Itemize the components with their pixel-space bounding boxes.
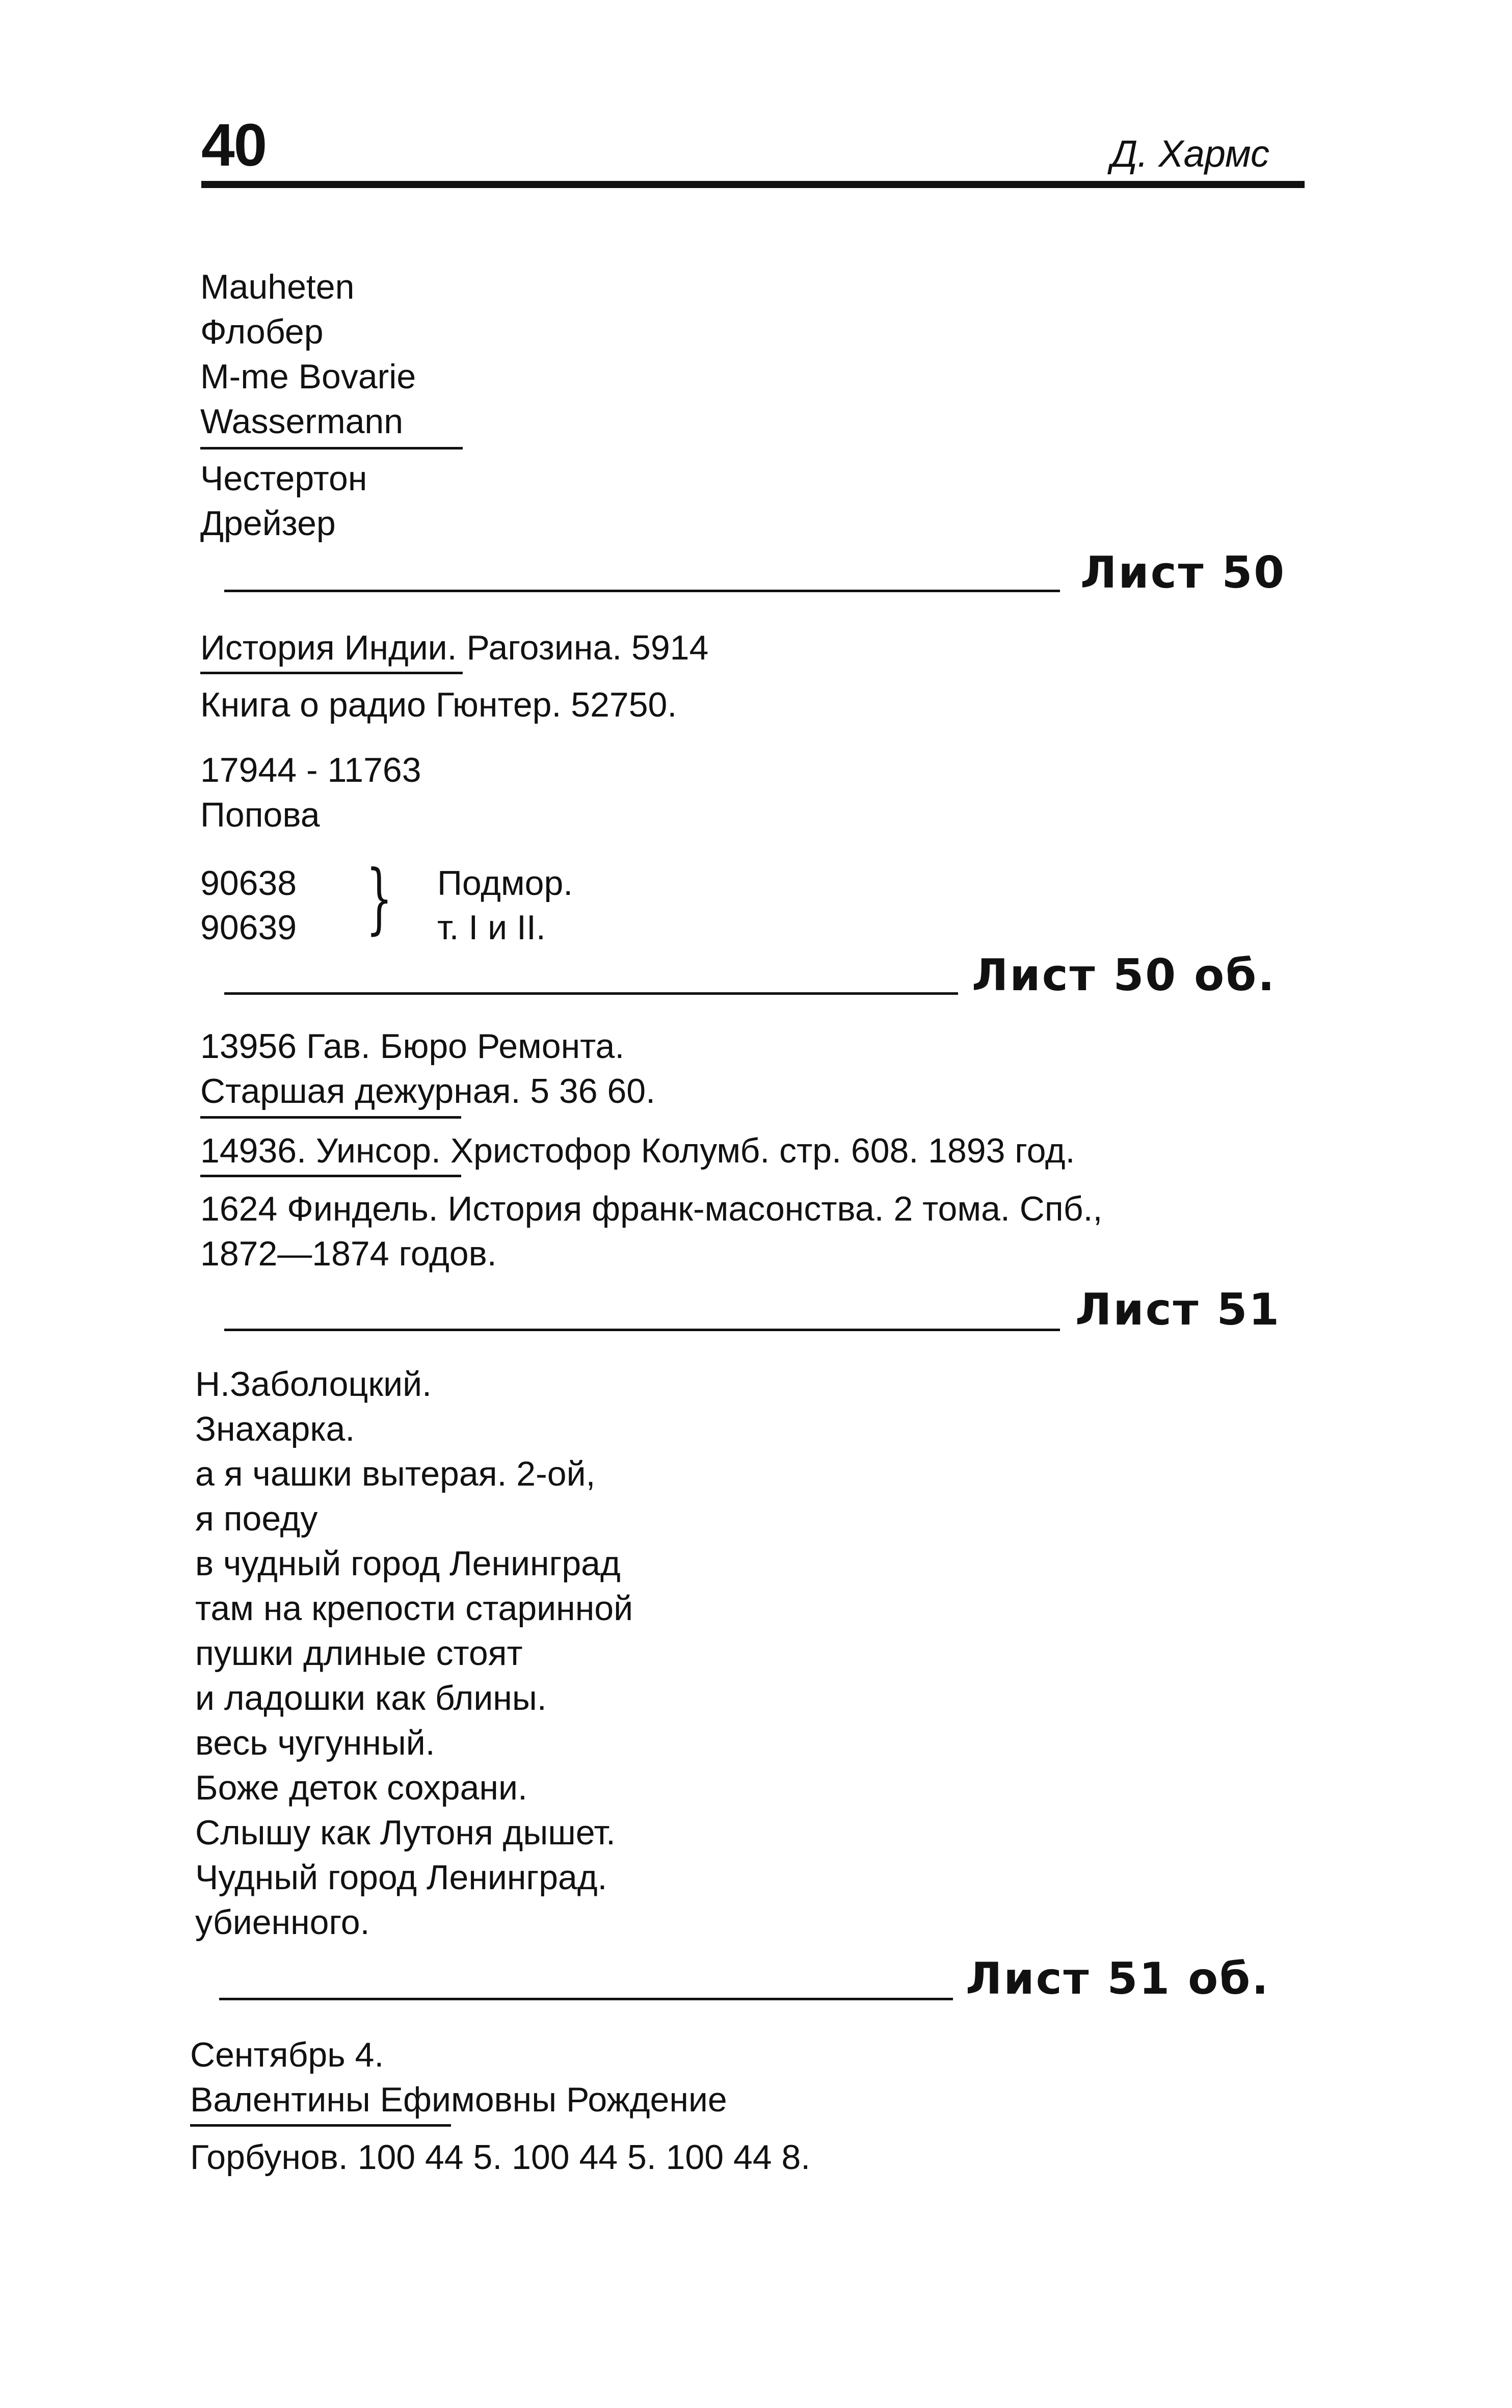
sheet-divider-rule [224,1329,1060,1331]
list-item: Mauheten [200,268,355,306]
poem-line: Боже деток сохрани. [195,1768,527,1807]
brace-icon: } [366,854,393,943]
text-line: Горбунов. 100 44 5. 100 44 5. 100 44 8. [190,2138,811,2177]
text-line: Попова [200,796,320,834]
page-number: 40 [201,112,267,179]
text-line: Книга о радио Гюнтер. 52750. [200,685,677,724]
poem-line: там на крепости старинной [195,1589,633,1628]
list-item: Флобер [200,312,324,351]
poem-line: Н.Заболоцкий. [195,1365,432,1404]
poem-line: а я чашки вытерая. 2-ой, [195,1454,596,1493]
sheet-label: Лист 51 об. [966,1953,1270,2004]
underline [200,672,463,674]
call-number: 90638 [200,864,297,903]
list-item: Дрейзер [200,504,336,543]
poem-line: Знахарка. [195,1410,355,1448]
call-number: 90639 [200,908,297,947]
poem-line: пушки длиные стоят [195,1634,523,1673]
sheet-label: Лист 51 [1075,1284,1281,1335]
list-item: Честертон [200,459,367,498]
list-item: M-me Bovarie [200,357,416,396]
poem-line: Слышу как Лутоня дышет. [195,1813,616,1852]
underline [200,447,463,449]
list-item: Wassermann [200,402,404,441]
text-line: 1624 Финдель. История франк-масонства. 2 тома. Спб., [200,1189,1103,1228]
text-line: 1872—1874 годов. [200,1234,497,1273]
text-line: 17944 - 11763 [200,751,421,789]
underline [190,2124,451,2127]
text-line: История Индии. Рагозина. 5914 [200,628,709,667]
underline [200,1116,461,1119]
poem-line: Чудный город Ленинград. [195,1858,607,1897]
poem-line: в чудный город Ленинград [195,1544,621,1583]
running-title: Д. Хармс [1111,133,1269,175]
sheet-label: Лист 50 об. [972,950,1276,1001]
text-line: т. I и II. [437,908,546,947]
poem-line: весь чугунный. [195,1724,435,1762]
text-line: Подмор. [437,864,573,903]
text-line: 14936. Уинсор. Христофор Колумб. стр. 608. 1893 год. [200,1131,1075,1170]
text-line: Сентябрь 4. [190,2035,384,2074]
sheet-label: Лист 50 [1080,547,1286,598]
poem-line: и ладошки как блины. [195,1679,547,1717]
poem-line: я поеду [195,1499,318,1538]
underline [200,1175,461,1177]
header-rule [201,181,1305,188]
poem-line: убиенного. [195,1903,370,1942]
text-line: Валентины Ефимовны Рождение [190,2080,727,2119]
sheet-divider-rule [224,590,1060,592]
text-line: Старшая дежурная. 5 36 60. [200,1072,655,1110]
sheet-divider-rule [219,1998,953,2000]
text-line: 13956 Гав. Бюро Ремонта. [200,1027,625,1066]
sheet-divider-rule [224,992,958,995]
